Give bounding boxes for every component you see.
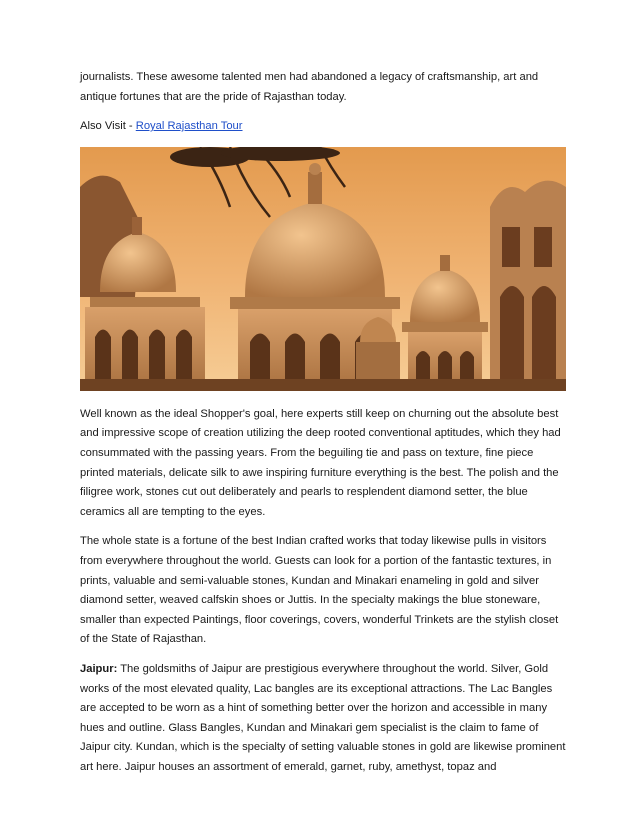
jaipur-text: The goldsmiths of Jaipur are prestigious everywhere throughout the world. Silver, Gold works of the most elevated quality, Lac bangles are its exceptional attractions. The Lac Bangles are accepted to be worn as a hint of something better over the horizon and accessible in many hues and outline. Glass Bangles, Kundan and Minakari gem specialist is the claim to fame of Jaipur city. Kundan, which is the specialty of setting valuable stones in gold are likewise prominent art here. Jaipur houses an assortment of emerald, garnet, ruby, amethyst, topaz and	[80, 662, 566, 773]
also-visit-prefix: Also Visit -	[80, 120, 136, 133]
body-paragraph-1: Well known as the ideal Shopper's goal, here experts still keep on churning out the absolute best and impressive scope of creation utilizing the deep rooted conventional aptitudes, which they had consummated with the passing years. From the beguiling tie and pass on texture, fine piece printed materials, delicate silk to awe inspiring furniture everything is the best. The polish and the filigree work, stones cut out deliberately and pearls to resplendent diamond setter, the blue ceramics all are tempting to the eyes.	[80, 407, 561, 518]
jaipur-paragraph	[80, 660, 568, 778]
palace-domes-image	[80, 147, 566, 391]
page-content	[80, 68, 568, 787]
palace-domes-photo	[80, 147, 566, 391]
jaipur-heading: Jaipur:	[80, 662, 118, 675]
intro-paragraph: journalists. These awesome talented men had abandoned a legacy of craftsmanship, art and antique fortunes that are the pride of Rajasthan today.	[80, 71, 539, 103]
body-paragraph-2: The whole state is a fortune of the best Indian crafted works that today likewise pulls in visitors from everywhere throughout the world. Guests can look for a portion of the fantastic textures, in prints, valuable and semi-valuable stones, Kundan and Minakari enameling in gold and silver diamond setter, weaved calfskin shoes or Juttis. In the specialty makings the blue stoneware, smaller than expected Paintings, floor coverings, covers, wonderful Trinkets are the stylish closet of the State of Rajasthan.	[80, 535, 559, 646]
also-visit-line	[80, 117, 568, 137]
royal-rajasthan-tour-link[interactable]: Royal Rajasthan Tour	[135, 120, 243, 133]
